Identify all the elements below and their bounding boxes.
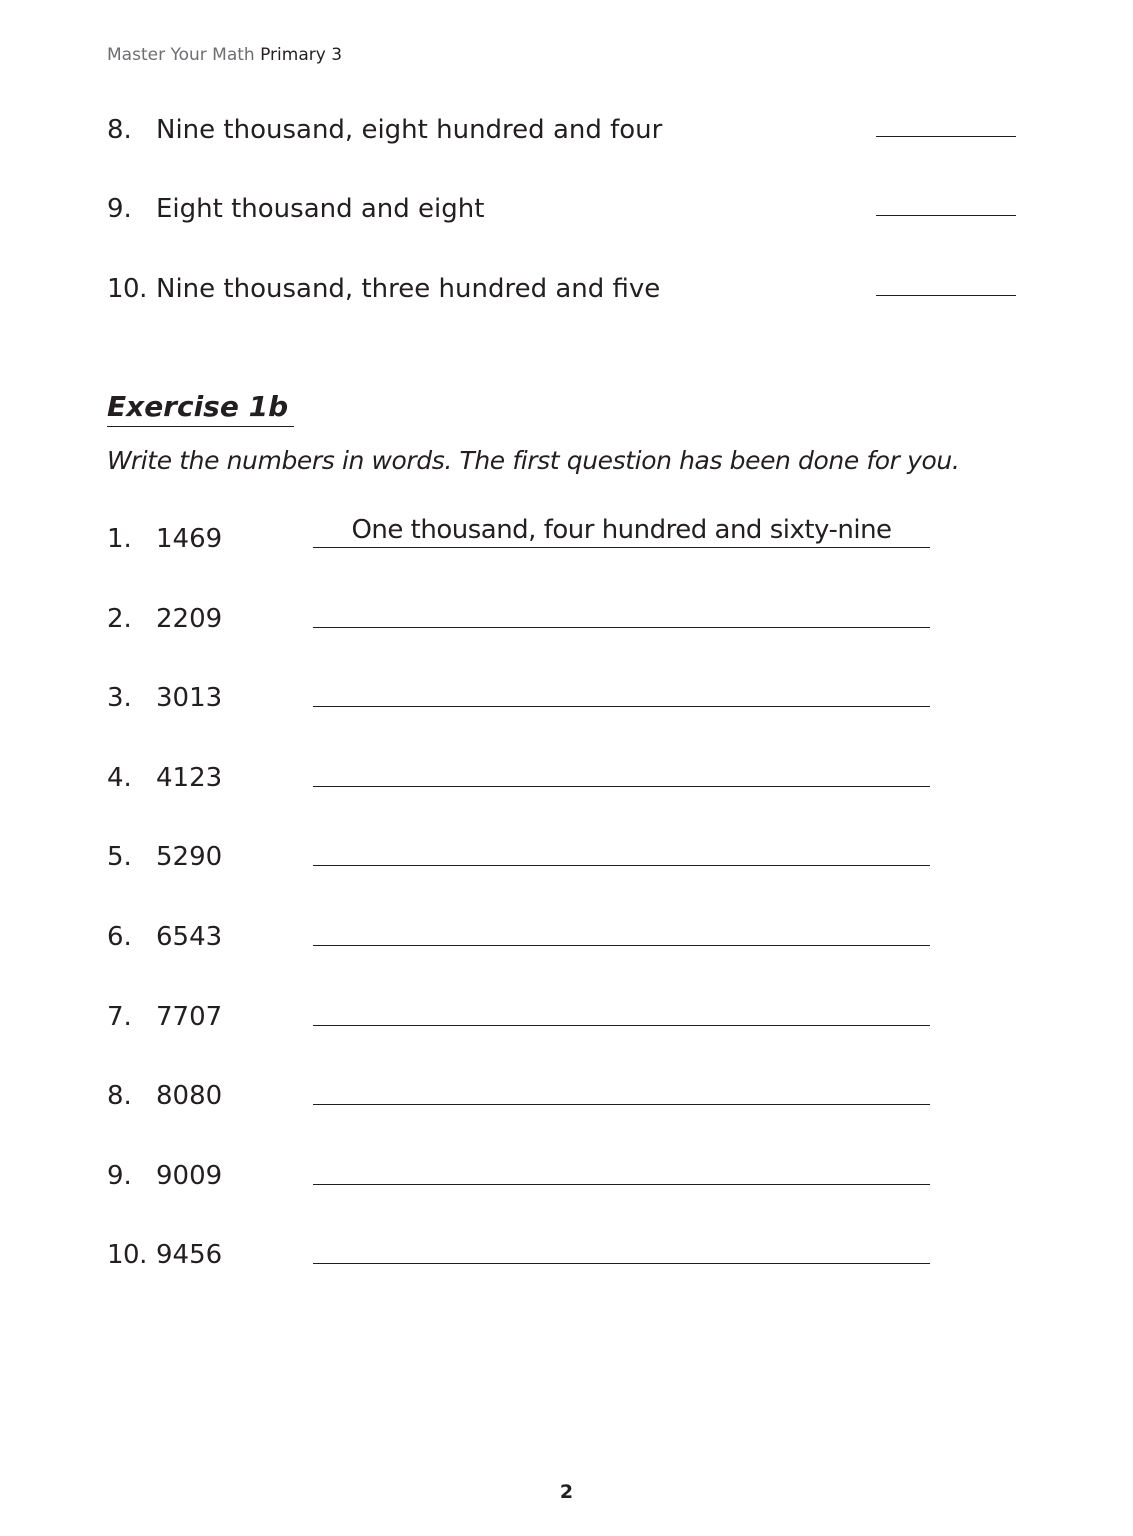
exercise-row [0, 676, 1133, 720]
question-number: 3. [107, 683, 132, 713]
answer-blank[interactable] [876, 136, 1016, 137]
question-number: 10. [107, 1240, 147, 1270]
number-value: 2209 [156, 604, 223, 634]
number-value: 7707 [156, 1002, 223, 1032]
exercise-instructions: Write the numbers in words. The first question has been done for you. [107, 446, 960, 475]
book-level: Primary 3 [260, 45, 343, 65]
answer-line [313, 627, 930, 628]
question-number: 10. [107, 274, 147, 304]
number-value: 9009 [156, 1161, 223, 1191]
question-text: Nine thousand, three hundred and five [156, 274, 661, 304]
answer-line [313, 786, 930, 787]
answer-blank[interactable] [876, 295, 1016, 296]
answer-line [313, 1104, 930, 1105]
number-value: 5290 [156, 842, 223, 872]
book-series-title: Master Your Math [107, 45, 255, 65]
question-row [0, 271, 1133, 311]
question-row [0, 112, 1133, 152]
answer-line [313, 1184, 930, 1185]
answer-line [313, 1025, 930, 1026]
answer-line [313, 865, 930, 866]
number-value: 4123 [156, 763, 223, 793]
exercise-row [0, 995, 1133, 1039]
question-number: 9. [107, 1161, 132, 1191]
exercise-row [0, 915, 1133, 959]
number-value: 9456 [156, 1240, 223, 1270]
answer-line [313, 1263, 930, 1264]
exercise-row [0, 1074, 1133, 1118]
exercise-row [0, 517, 1133, 561]
exercise-title: Exercise 1b [107, 388, 294, 427]
answer-line [313, 706, 930, 707]
question-number: 6. [107, 922, 132, 952]
exercise-row [0, 597, 1133, 641]
question-number: 5. [107, 842, 132, 872]
question-number: 9. [107, 194, 132, 224]
answer-blank[interactable] [876, 215, 1016, 216]
answer-text[interactable]: One thousand, four hundred and sixty-nine [351, 515, 892, 545]
exercise-row [0, 1233, 1133, 1277]
question-row [0, 191, 1133, 231]
exercise-row [0, 756, 1133, 800]
running-header [107, 44, 342, 66]
question-text: Nine thousand, eight hundred and four [156, 115, 663, 145]
question-text: Eight thousand and eight [156, 194, 485, 224]
answer-line [313, 945, 930, 946]
question-number: 8. [107, 1081, 132, 1111]
page-number: 2 [559, 1481, 574, 1503]
number-value: 6543 [156, 922, 223, 952]
number-value: 1469 [156, 524, 223, 554]
question-number: 4. [107, 763, 132, 793]
exercise-row [0, 835, 1133, 879]
question-number: 7. [107, 1002, 132, 1032]
exercise-row [0, 1154, 1133, 1198]
number-value: 3013 [156, 683, 223, 713]
question-number: 2. [107, 604, 132, 634]
number-value: 8080 [156, 1081, 223, 1111]
question-number: 8. [107, 115, 132, 145]
question-number: 1. [107, 524, 132, 554]
